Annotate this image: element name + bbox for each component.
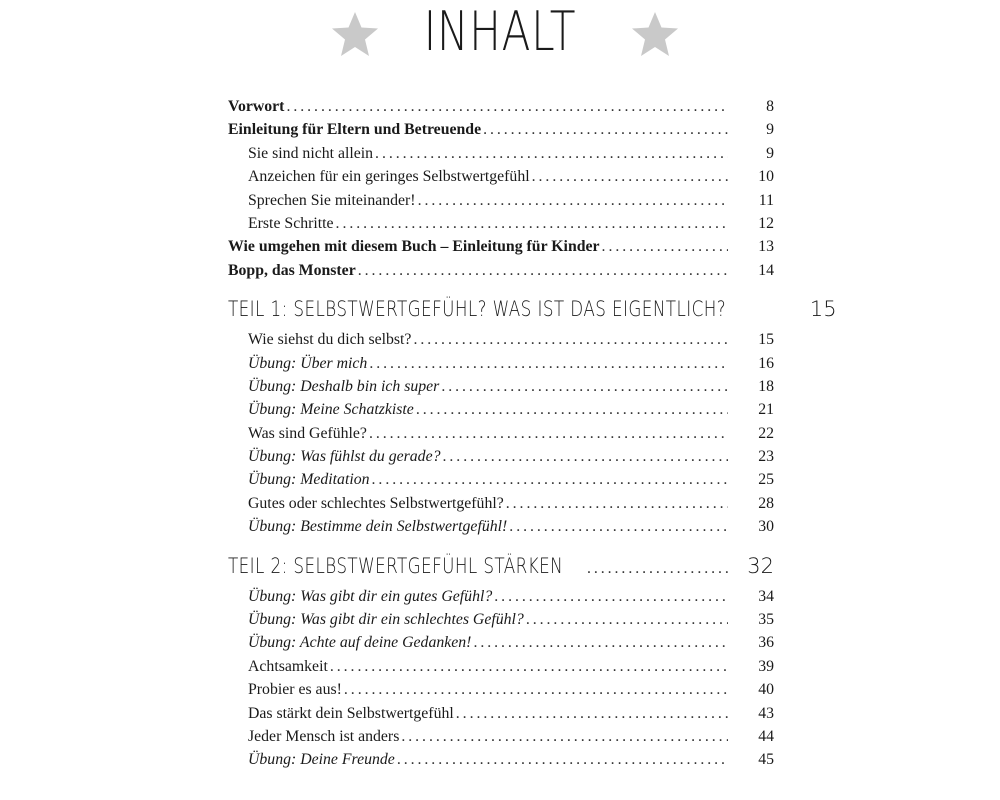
toc-entry-label: Übung: Über mich — [248, 354, 368, 372]
toc-leader-dots — [416, 401, 728, 419]
toc-leader-dots — [401, 728, 728, 746]
toc-page-number: 10 — [758, 168, 774, 186]
toc-entry-label: TEIL 1: SELBSTWERTGEFÜHL? WAS IST DAS EIGENTLICH? — [228, 297, 727, 322]
toc-part-heading — [228, 554, 774, 588]
toc-entry — [228, 331, 774, 354]
toc-entry-label: Einleitung für Eltern und Betreuende — [228, 121, 482, 139]
toc-part2-group — [228, 554, 774, 775]
toc-leader-dots — [456, 705, 728, 723]
toc-entry — [228, 121, 774, 144]
toc-entry-label: Anzeichen für ein geringes Selbstwertgefühl — [248, 168, 530, 186]
toc-entry-label: Was sind Gefühle? — [248, 424, 367, 442]
page-title: INHALT — [423, 0, 577, 63]
toc-entry-label: TEIL 2: SELBSTWERTGEFÜHL STÄRKEN — [228, 553, 564, 578]
toc-page-number: 9 — [766, 144, 774, 162]
toc-page-number: 39 — [758, 657, 774, 675]
toc-page-number: 9 — [766, 121, 774, 139]
toc-entry — [228, 238, 774, 261]
toc-header — [0, 0, 1000, 70]
toc-leader-dots — [587, 560, 728, 578]
toc-leader-dots — [418, 192, 728, 210]
toc-leader-dots — [532, 168, 728, 186]
toc-leader-dots — [483, 121, 728, 139]
toc-entry-label: Vorwort — [228, 98, 285, 115]
toc-leader-dots — [369, 425, 728, 443]
toc-entry — [228, 658, 774, 681]
toc-entry-label: Übung: Was fühlst du gerade? — [248, 448, 441, 466]
toc-leader-dots — [473, 634, 728, 652]
toc-entry-label: Übung: Deshalb bin ich super — [248, 377, 440, 395]
toc-leader-dots — [494, 588, 728, 606]
toc-leader-dots — [413, 331, 728, 349]
toc-leader-dots — [330, 658, 728, 676]
toc-page-number: 21 — [758, 401, 774, 419]
toc-entry — [228, 728, 774, 751]
toc-leader-dots — [372, 471, 728, 489]
toc-entry-label: Wie siehst du dich selbst? — [248, 331, 412, 349]
toc-page-number: 14 — [758, 261, 774, 279]
toc-page-number: 8 — [766, 98, 774, 115]
toc-entry-label: Übung: Bestimme dein Selbstwertgefühl! — [248, 518, 508, 536]
toc-leader-dots — [526, 611, 728, 629]
toc-entry-label: Übung: Meditation — [248, 471, 370, 489]
toc-entry-label: Probier es aus! — [248, 681, 342, 699]
toc-page-number: 12 — [758, 214, 774, 232]
toc-part-heading — [228, 297, 837, 331]
toc-entry — [228, 471, 774, 494]
toc-part1-group — [228, 297, 837, 542]
toc-entry — [228, 378, 774, 401]
toc-entry-label: Erste Schritte — [248, 214, 334, 232]
toc-entry — [228, 425, 774, 448]
toc-page-number: 34 — [758, 587, 774, 605]
toc-page-number: 36 — [758, 634, 774, 652]
toc-entry — [228, 401, 774, 424]
toc-leader-dots — [509, 518, 728, 536]
toc-page-number: 25 — [758, 471, 774, 489]
toc-entry — [228, 518, 774, 541]
toc-entry-label: Bopp, das Monster — [228, 261, 356, 279]
toc-leader-dots — [358, 262, 728, 280]
toc-entry-label: Übung: Was gibt dir ein gutes Gefühl? — [248, 587, 493, 605]
toc-entry-label: Das stärkt dein Selbstwertgefühl — [248, 704, 454, 722]
toc-entry-label: Sprechen Sie miteinander! — [248, 191, 416, 209]
toc-entry-label: Übung: Achte auf deine Gedanken! — [248, 634, 472, 652]
toc-page-number: 13 — [758, 238, 774, 256]
toc-leader-dots — [397, 751, 728, 769]
toc-page-number: 15 — [809, 297, 837, 322]
toc-page-number: 45 — [758, 751, 774, 769]
toc-page-number: 18 — [758, 377, 774, 395]
toc-entry — [228, 355, 774, 378]
toc-page-number: 15 — [758, 331, 774, 349]
toc-entry — [228, 681, 774, 704]
toc-page-number: 43 — [758, 704, 774, 722]
toc-entry — [228, 215, 774, 238]
toc-entry-label: Gutes oder schlechtes Selbstwertgefühl? — [248, 494, 504, 512]
toc-entry-label: Übung: Meine Schatzkiste — [248, 401, 414, 419]
toc-intro-group — [228, 98, 774, 285]
toc-leader-dots — [344, 681, 728, 699]
toc-page-number: 30 — [758, 518, 774, 536]
toc-page-number: 35 — [758, 611, 774, 629]
toc-page-number: 32 — [747, 553, 774, 578]
toc-entry-label: Sie sind nicht allein — [248, 144, 374, 162]
toc-entry — [228, 192, 774, 215]
toc-entry — [228, 634, 774, 657]
table-of-contents — [228, 98, 837, 775]
toc-leader-dots — [443, 448, 729, 466]
toc-leader-dots — [336, 215, 728, 233]
toc-entry — [228, 611, 774, 634]
toc-page-number: 11 — [758, 191, 774, 209]
star-icon — [630, 10, 680, 60]
toc-page-number: 28 — [758, 494, 774, 512]
toc-entry — [228, 262, 774, 285]
toc-entry-label: Übung: Was gibt dir ein schlechtes Gefühl? — [248, 611, 524, 629]
toc-entry — [228, 168, 774, 191]
toc-entry-label: Wie umgehen mit diesem Buch – Einleitung für Kinder — [228, 238, 600, 256]
toc-entry — [228, 495, 774, 518]
toc-entry — [228, 705, 774, 728]
toc-page-number: 22 — [758, 424, 774, 442]
toc-entry-label: Übung: Deine Freunde — [248, 751, 395, 769]
toc-leader-dots — [375, 145, 728, 163]
toc-page-number: 16 — [758, 354, 774, 372]
toc-leader-dots — [369, 355, 728, 373]
toc-entry — [228, 448, 774, 471]
toc-entry — [228, 751, 774, 774]
toc-page-number: 44 — [758, 727, 774, 745]
toc-entry — [228, 588, 774, 611]
toc-entry-label: Jeder Mensch ist anders — [248, 727, 400, 745]
toc-entry — [228, 98, 774, 121]
toc-entry-label: Achtsamkeit — [248, 657, 328, 675]
toc-leader-dots — [441, 378, 728, 396]
toc-page-number: 40 — [758, 681, 774, 699]
toc-page-number: 23 — [758, 448, 774, 466]
toc-entry — [228, 145, 774, 168]
toc-leader-dots — [602, 238, 728, 256]
toc-leader-dots — [286, 98, 728, 116]
toc-leader-dots — [506, 495, 728, 513]
